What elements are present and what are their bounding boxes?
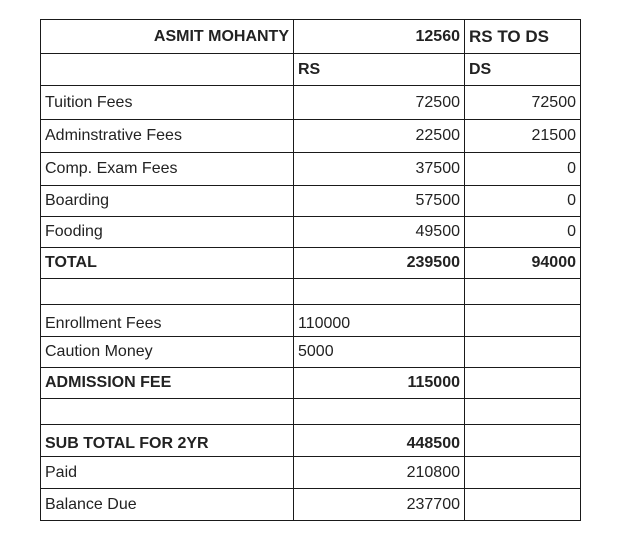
admission-item-label[interactable]: Caution Money xyxy=(41,337,294,368)
subtotal-row xyxy=(41,425,581,457)
empty-cell[interactable] xyxy=(465,337,581,368)
empty-cell[interactable] xyxy=(41,279,294,305)
empty-cell[interactable] xyxy=(465,368,581,399)
fee-label[interactable]: Comp. Exam Fees xyxy=(41,153,294,186)
empty-cell[interactable] xyxy=(41,54,294,86)
fee-rs-value[interactable]: 22500 xyxy=(294,120,465,153)
column-label-row xyxy=(41,54,581,86)
fee-ds-value[interactable]: 72500 xyxy=(465,86,581,120)
empty-cell[interactable] xyxy=(465,305,581,337)
admission-fee-row xyxy=(41,368,581,399)
blank-row xyxy=(41,279,581,305)
fee-rs-value[interactable]: 49500 xyxy=(294,217,465,248)
total-label[interactable]: TOTAL xyxy=(41,248,294,279)
empty-cell[interactable] xyxy=(465,399,581,425)
admission-item-label[interactable]: Enrollment Fees xyxy=(41,305,294,337)
blank-row xyxy=(41,399,581,425)
fee-label[interactable]: Adminstrative Fees xyxy=(41,120,294,153)
empty-cell[interactable] xyxy=(294,279,465,305)
total-row xyxy=(41,248,581,279)
paid-amount[interactable]: 210800 xyxy=(294,457,465,489)
subtotal-label[interactable]: SUB TOTAL FOR 2YR xyxy=(41,425,294,457)
admission-item-amount[interactable]: 5000 xyxy=(294,337,465,368)
fee-table xyxy=(40,19,581,521)
fee-label[interactable]: Tuition Fees xyxy=(41,86,294,120)
fee-ds-value[interactable]: 0 xyxy=(465,217,581,248)
balance-row xyxy=(41,489,581,521)
empty-cell[interactable] xyxy=(465,279,581,305)
fee-rs-value[interactable]: 57500 xyxy=(294,186,465,217)
subtotal-amount[interactable]: 448500 xyxy=(294,425,465,457)
fee-ds-value[interactable]: 21500 xyxy=(465,120,581,153)
admission-fee-label[interactable]: ADMISSION FEE xyxy=(41,368,294,399)
balance-label[interactable]: Balance Due xyxy=(41,489,294,521)
ds-column-label[interactable]: DS xyxy=(465,54,581,86)
fee-label[interactable]: Boarding xyxy=(41,186,294,217)
rs-to-ds-label[interactable]: RS TO DS xyxy=(465,20,581,54)
total-ds-value[interactable]: 94000 xyxy=(465,248,581,279)
empty-cell[interactable] xyxy=(465,489,581,521)
student-name[interactable]: ASMIT MOHANTY xyxy=(41,20,294,54)
table-row xyxy=(41,305,581,337)
header-row xyxy=(41,20,581,54)
admission-fee-amount[interactable]: 115000 xyxy=(294,368,465,399)
total-rs-value[interactable]: 239500 xyxy=(294,248,465,279)
table-row xyxy=(41,153,581,186)
empty-cell[interactable] xyxy=(41,399,294,425)
balance-amount[interactable]: 237700 xyxy=(294,489,465,521)
paid-label[interactable]: Paid xyxy=(41,457,294,489)
table-row xyxy=(41,186,581,217)
fee-ds-value[interactable]: 0 xyxy=(465,153,581,186)
table-row xyxy=(41,217,581,248)
rs-column-label[interactable]: RS xyxy=(294,54,465,86)
table-row xyxy=(41,120,581,153)
admission-item-amount[interactable]: 110000 xyxy=(294,305,465,337)
table-row xyxy=(41,86,581,120)
header-number[interactable]: 12560 xyxy=(294,20,465,54)
table-row xyxy=(41,337,581,368)
empty-cell[interactable] xyxy=(465,457,581,489)
fee-ds-value[interactable]: 0 xyxy=(465,186,581,217)
fee-rs-value[interactable]: 37500 xyxy=(294,153,465,186)
empty-cell[interactable] xyxy=(465,425,581,457)
paid-row xyxy=(41,457,581,489)
fee-rs-value[interactable]: 72500 xyxy=(294,86,465,120)
empty-cell[interactable] xyxy=(294,399,465,425)
fee-label[interactable]: Fooding xyxy=(41,217,294,248)
